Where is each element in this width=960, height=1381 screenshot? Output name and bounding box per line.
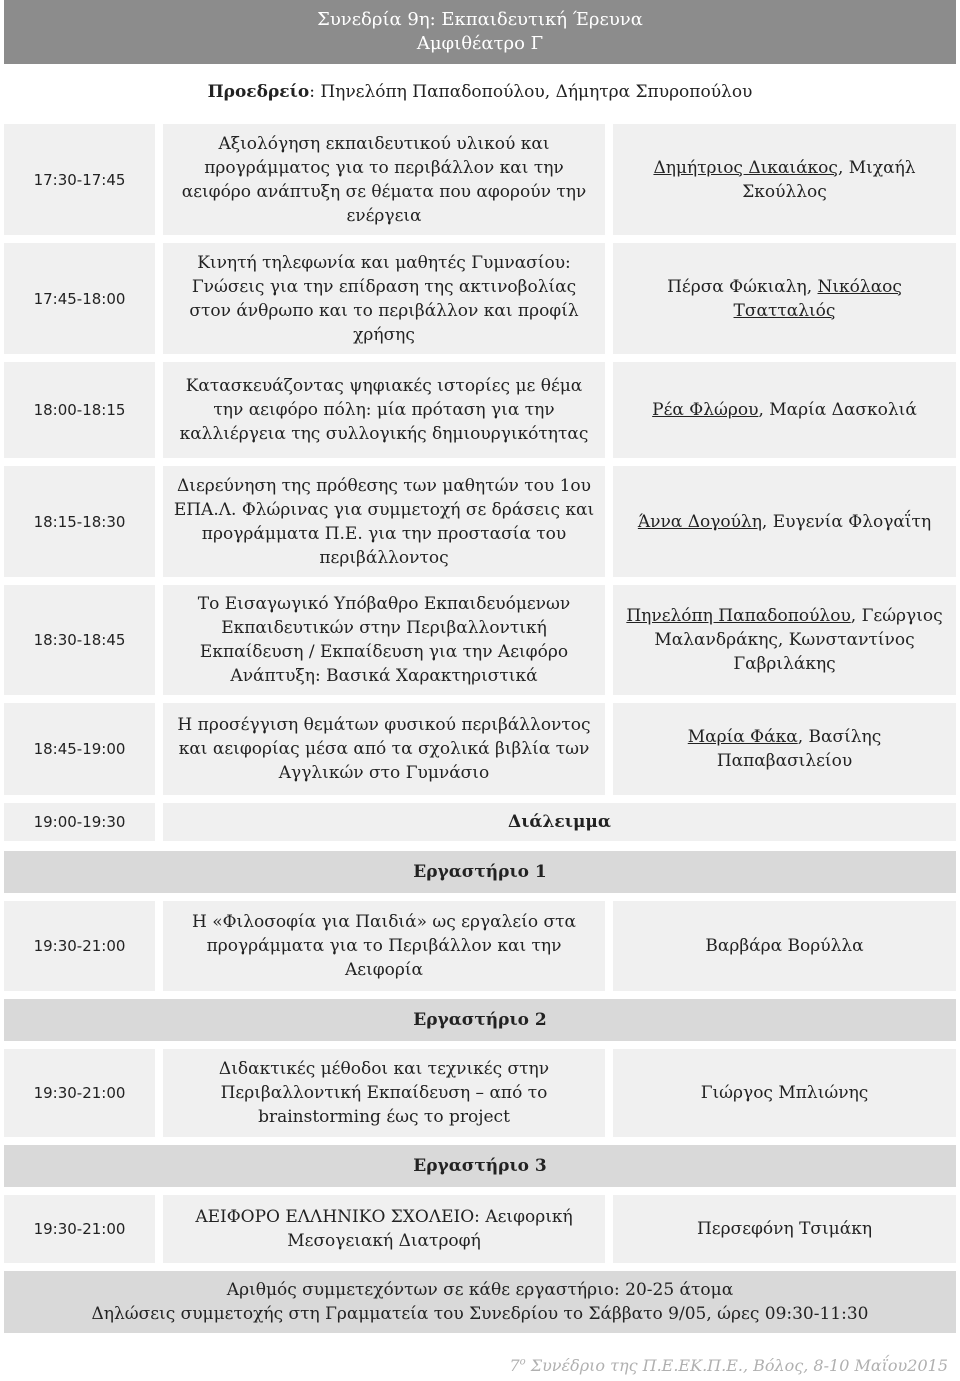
notes-row bbox=[4, 1271, 956, 1333]
co-authors: , Μαρία Δασκολιά bbox=[758, 400, 917, 420]
session-row bbox=[4, 124, 956, 235]
session-authors bbox=[613, 585, 956, 695]
notes bbox=[4, 1271, 956, 1333]
session-title: Συνεδρία 9η: Εκπαιδευτική Έρευνα bbox=[317, 9, 643, 30]
registration-note: Δηλώσεις συμμετοχής στη Γραμματεία του Συνεδρίου το Σάββατο 9/05, ώρες 09:30-11:30 bbox=[91, 1304, 869, 1324]
workshop-header-row bbox=[4, 1145, 956, 1187]
session-room: Αμφιθέατρο Γ bbox=[416, 33, 544, 54]
workshop-row bbox=[4, 901, 956, 991]
presidium bbox=[4, 82, 956, 102]
session-authors bbox=[613, 243, 956, 354]
conference-footer bbox=[0, 1356, 948, 1375]
presenting-author: Άννα Δογούλη bbox=[637, 511, 762, 532]
session-authors bbox=[613, 362, 956, 458]
session-row bbox=[4, 703, 956, 795]
break-row bbox=[4, 803, 956, 841]
presidium-label: Προεδρείο bbox=[207, 82, 310, 102]
session-authors bbox=[613, 703, 956, 795]
session-time: 18:45-19:00 bbox=[4, 703, 155, 795]
session-header bbox=[4, 0, 956, 64]
workshop-header-row bbox=[4, 851, 956, 893]
session-time: 18:30-18:45 bbox=[4, 585, 155, 695]
footer-number: 7 bbox=[509, 1356, 520, 1375]
session-authors bbox=[613, 466, 956, 577]
footer-ordinal: ο bbox=[519, 1356, 526, 1368]
workshop-row bbox=[4, 1195, 956, 1263]
session-row bbox=[4, 243, 956, 354]
break-label: Διάλειμμα bbox=[163, 803, 956, 841]
workshop-time: 19:30-21:00 bbox=[4, 1195, 155, 1263]
session-paper-title: Κατασκευάζοντας ψηφιακές ιστορίες με θέμα την αειφόρο πόλη: μία πρόταση για την καλλιέργεια της συλλογικής δημιουργικότητας bbox=[163, 362, 605, 458]
workshop-time: 19:30-21:00 bbox=[4, 1049, 155, 1137]
session-paper-title: Το Εισαγωγικό Υπόβαθρο Εκπαιδευόμενων Εκπαιδευτικών στην Περιβαλλοντική Εκπαίδευση / Εκπαίδευση για την Αειφόρο Ανάπτυξη: Βασικά Χαρακτηριστικά bbox=[163, 585, 605, 695]
co-authors: , Ευγενία Φλογαΐτη bbox=[761, 511, 932, 532]
workshop-author: Περσεφόνη Τσιμάκη bbox=[613, 1195, 956, 1263]
workshop-author: Γιώργος Μπλιώνης bbox=[613, 1049, 956, 1137]
session-time: 17:45-18:00 bbox=[4, 243, 155, 354]
workshop-row bbox=[4, 1049, 956, 1137]
session-row bbox=[4, 585, 956, 695]
session-row bbox=[4, 362, 956, 458]
presenting-author: Πηνελόπη Παπαδοπούλου bbox=[626, 606, 851, 626]
session-authors bbox=[613, 124, 956, 235]
session-row bbox=[4, 466, 956, 577]
workshop-author: Βαρβάρα Βορύλλα bbox=[613, 901, 956, 991]
workshop-label: Εργαστήριο 3 bbox=[4, 1145, 956, 1187]
presenting-author: Δημήτριος Δικαιάκος bbox=[653, 157, 838, 178]
presidium-names: : Πηνελόπη Παπαδοπούλου, Δήμητρα Σπυροπούλου bbox=[309, 82, 753, 102]
presenting-author: Μαρία Φάκα bbox=[687, 727, 798, 747]
session-time: 18:00-18:15 bbox=[4, 362, 155, 458]
presenting-author: Ρέα Φλώρου bbox=[652, 400, 759, 420]
presenting-author: Νικόλαος Τσατταλιός bbox=[733, 276, 902, 321]
workshop-title: Η «Φιλοσοφία για Παιδιά» ως εργαλείο στα προγράμματα για το Περιβάλλον και την Αειφορία bbox=[163, 901, 605, 991]
co-authors: Πέρσα Φώκιαλη, bbox=[667, 276, 818, 297]
workshop-label: Εργαστήριο 1 bbox=[4, 851, 956, 893]
session-paper-title: Κινητή τηλεφωνία και μαθητές Γυμνασίου: Γνώσεις για την επίδραση της ακτινοβολίας στον άνθρωπο και το περιβάλλον και προφίλ χρήσης bbox=[163, 243, 605, 354]
workshop-title: ΑΕΙΦΟΡΟ ΕΛΛΗΝΙΚΟ ΣΧΟΛΕΙΟ: Αειφορική Μεσογειακή Διατροφή bbox=[163, 1195, 605, 1263]
session-time: 18:15-18:30 bbox=[4, 466, 155, 577]
session-paper-title: Αξιολόγηση εκπαιδευτικού υλικού και προγράμματος για το περιβάλλον και την αειφόρο ανάπτυξη σε θέματα που αφορούν την ενέργεια bbox=[163, 124, 605, 235]
session-paper-title: Η προσέγγιση θεμάτων φυσικού περιβάλλοντος και αειφορίας μέσα από τα σχολικά βιβλία των Αγγλικών στο Γυμνάσιο bbox=[163, 703, 605, 795]
session-time: 17:30-17:45 bbox=[4, 124, 155, 235]
workshop-time: 19:30-21:00 bbox=[4, 901, 155, 991]
workshop-header-row bbox=[4, 999, 956, 1041]
workshop-label: Εργαστήριο 2 bbox=[4, 999, 956, 1041]
footer-text: Συνέδριο της Π.Ε.ΕΚ.Π.Ε., Βόλος, 8-10 Μαΐου2015 bbox=[525, 1356, 948, 1375]
co-authors: , Γεώργιος Μαλανδράκης, Κωνσταντίνος Γαβριλάκης bbox=[654, 606, 943, 674]
co-authors: , Μιχαήλ Σκούλλος bbox=[742, 157, 916, 202]
session-paper-title: Διερεύνηση της πρόθεσης των μαθητών του 1ου ΕΠΑ.Λ. Φλώρινας για συμμετοχή σε δράσεις και προγράμματα Π.Ε. για την προστασία του περιβάλλοντος bbox=[163, 466, 605, 577]
workshop-title: Διδακτικές μέθοδοι και τεχνικές στην Περιβαλλοντική Εκπαίδευση – από το brainstorming έως το project bbox=[163, 1049, 605, 1137]
break-time: 19:00-19:30 bbox=[4, 803, 155, 841]
co-authors: , Βασίλης Παπαβασιλείου bbox=[716, 727, 882, 771]
participants-note: Αριθμός συμμετεχόντων σε κάθε εργαστήριο: 20-25 άτομα bbox=[226, 1280, 734, 1300]
